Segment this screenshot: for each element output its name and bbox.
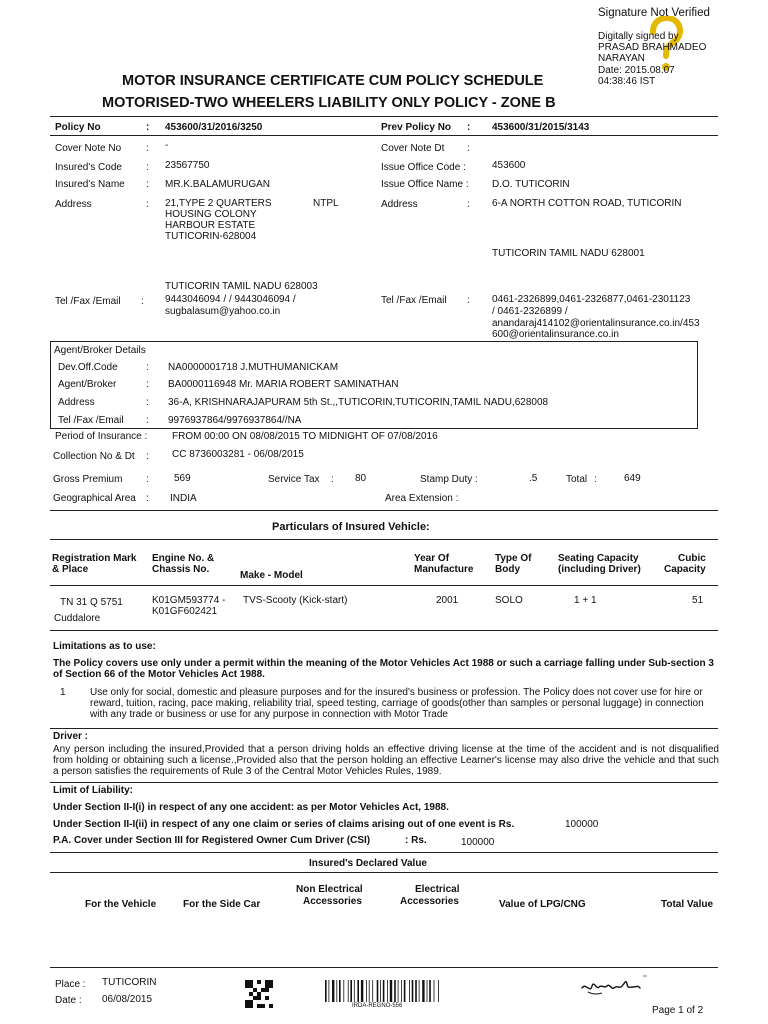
declared-col-total: Total Value xyxy=(661,899,714,910)
divider-footer xyxy=(50,967,718,968)
signature-status: Signature Not Verified xyxy=(598,7,710,19)
cover-note-dt-colon: : xyxy=(467,143,470,154)
prev-policy-label: Prev Policy No xyxy=(381,122,452,133)
qr-code-icon xyxy=(245,980,273,1008)
vehicle-engine-value: K01GM593774 - xyxy=(152,595,226,606)
signed-by-line3: NARAYAN xyxy=(598,53,645,64)
liability-line3-value: 100000 xyxy=(461,837,495,848)
col-header-year: Year Of xyxy=(414,553,450,564)
agent-address-value: 36-A, KRISHNARAJAPURAM 5th St.,,TUTICORIN,TUTICORIN,TAMIL NADU,628008 xyxy=(168,397,549,408)
office-tel-line1: 0461-2326899,0461-2326877,0461-2301123 xyxy=(492,294,691,305)
declared-heading: Insured's Declared Value xyxy=(309,858,427,869)
geo-area-colon: : xyxy=(146,493,149,504)
vehicle-cubic-value: 51 xyxy=(692,595,704,606)
office-tel-label: Tel /Fax /Email xyxy=(381,295,447,306)
divider-top xyxy=(50,116,718,117)
signed-by-line1: Digitally signed by xyxy=(598,31,679,42)
liability-line3: P.A. Cover under Section III for Registered Owner Cum Driver (CSI) xyxy=(53,835,371,846)
service-tax-colon: : xyxy=(331,474,334,485)
declared-col-nonelectrical: Non Electrical xyxy=(296,884,363,895)
divider-vehicle-top xyxy=(50,510,718,511)
address-line: TUTICORIN-628004 xyxy=(165,231,257,242)
issue-office-name-value: D.O. TUTICORIN xyxy=(492,179,570,190)
collection-colon: : xyxy=(146,451,149,462)
address-colon: : xyxy=(146,199,149,210)
divider-declared-heading xyxy=(50,872,718,873)
col-header-engine: Chassis No. xyxy=(152,564,210,575)
insured-name-colon: : xyxy=(146,179,149,190)
issue-office-code-label: Issue Office Code : xyxy=(381,162,466,173)
liability-line2-value: 100000 xyxy=(565,819,599,830)
limitations-paragraph: The Policy covers use only under a permit within the meaning of the Motor Vehicles Act 1988 or such a carriage falling under Sub-section 3 of Section 66 of the Motor Vehicles Act 1988. xyxy=(53,658,714,680)
agent-tel-value: 9976937864/9976937864//NA xyxy=(168,415,302,426)
office-address-line1: 6-A NORTH COTTON ROAD, TUTICORIN xyxy=(492,198,682,209)
tel-colon: : xyxy=(141,296,144,307)
signed-by-line2: PRASAD BRAHMADEO xyxy=(598,42,707,53)
driver-heading: Driver : xyxy=(53,731,89,742)
policy-no-colon: : xyxy=(146,122,150,133)
liability-line3-rs: : Rs. xyxy=(405,835,427,846)
office-address-label: Address xyxy=(381,199,418,210)
insured-tel-line2: sugbalasum@yahoo.co.in xyxy=(165,306,281,317)
office-tel-colon: : xyxy=(467,295,470,306)
declared-col-sidecar: For the Side Car xyxy=(183,899,261,910)
declared-col-nonelectrical: Accessories xyxy=(303,896,362,907)
agent-heading: Agent/Broker Details xyxy=(54,345,146,356)
vehicle-seating-value: 1 + 1 xyxy=(574,595,597,606)
total-label: Total xyxy=(566,474,588,485)
gross-premium-colon: : xyxy=(146,474,149,485)
cover-note-colon: : xyxy=(146,143,149,154)
liability-line1: Under Section II-I(i) in respect of any one accident: as per Motor Vehicles Act, 1988. xyxy=(53,802,449,813)
vehicle-make-value: TVS-Scooty (Kick-start) xyxy=(243,595,348,606)
col-header-type: Type Of xyxy=(495,553,532,564)
gross-premium-value: 569 xyxy=(174,473,191,484)
office-tel-line4: 600@orientalinsurance.co.in xyxy=(492,329,619,340)
insured-tel-line1: 9443046094 / / 9443046094 / xyxy=(165,294,296,305)
area-extension-label: Area Extension : xyxy=(385,493,459,504)
dev-off-code-colon: : xyxy=(146,362,149,373)
handwritten-signature-icon xyxy=(580,972,650,998)
agent-tel-colon: : xyxy=(146,415,149,426)
insured-city-line: TUTICORIN TAMIL NADU 628003 xyxy=(165,281,318,292)
service-tax-value: 80 xyxy=(355,473,367,484)
policy-no-value: 453600/31/2016/3250 xyxy=(165,122,263,133)
date-label: Date : xyxy=(55,995,82,1006)
barcode-caption: IRDA-REGNO-556 xyxy=(352,1003,403,1009)
agent-broker-value: BA0000116948 Mr. MARIA ROBERT SAMINATHAN xyxy=(168,379,399,390)
signature-date: Date: 2015.08.07 xyxy=(598,65,675,76)
limitations-heading: Limitations as to use: xyxy=(53,641,156,652)
declared-col-electrical: Electrical xyxy=(415,884,460,895)
declared-col-lpg: Value of LPG/CNG xyxy=(499,899,586,910)
col-header-seating: Seating Capacity xyxy=(558,553,639,564)
document-title: MOTOR INSURANCE CERTIFICATE CUM POLICY SCHEDULE xyxy=(122,73,544,89)
declared-col-vehicle: For the Vehicle xyxy=(85,899,157,910)
place-value: TUTICORIN xyxy=(102,977,157,988)
insured-code-value: 23567750 xyxy=(165,160,210,171)
vehicle-reg-value: TN 31 Q 5751 xyxy=(60,597,123,608)
col-header-year: Manufacture xyxy=(414,564,474,575)
agent-address-label: Address xyxy=(58,397,95,408)
address-line: 21,TYPE 2 QUARTERS xyxy=(165,198,272,209)
office-address-line2: TUTICORIN TAMIL NADU 628001 xyxy=(492,248,645,259)
divider-declared xyxy=(50,852,718,853)
prev-policy-colon: : xyxy=(467,122,471,133)
col-header-make: Make - Model xyxy=(240,570,303,581)
divider-vehicle-heading xyxy=(50,539,718,540)
page-number: Page 1 of 2 xyxy=(652,1005,704,1016)
insured-code-label: Insured's Code xyxy=(55,162,122,173)
liability-line2: Under Section II-I(ii) in respect of any one claim or series of claims arising out of one event is Rs. xyxy=(53,819,515,830)
col-header-registration: & Place xyxy=(52,564,89,575)
insured-name-value: MR.K.BALAMURUGAN xyxy=(165,179,271,190)
collection-label: Collection No & Dt xyxy=(53,451,135,462)
collection-value: CC 8736003281 - 06/08/2015 xyxy=(172,449,304,460)
office-tel-line3: anandaraj414102@orientalinsurance.co.in/453 xyxy=(492,318,700,329)
address-line: HARBOUR ESTATE xyxy=(165,220,256,231)
period-label: Period of Insurance : xyxy=(55,431,148,442)
agent-tel-label: Tel /Fax /Email xyxy=(58,415,124,426)
col-header-type: Body xyxy=(495,564,520,575)
vehicle-year-value: 2001 xyxy=(436,595,459,606)
total-colon: : xyxy=(594,474,597,485)
divider-limitations xyxy=(50,630,718,631)
divider-vehicle-header xyxy=(50,585,718,586)
limitations-item-number: 1 xyxy=(60,687,66,698)
col-header-cubic: Capacity xyxy=(664,564,706,575)
geo-area-label: Geographical Area xyxy=(53,493,136,504)
gross-premium-label: Gross Premium xyxy=(53,474,123,485)
barcode-icon xyxy=(325,980,440,1002)
vehicle-type-value: SOLO xyxy=(495,595,523,606)
dev-off-code-label: Dev.Off.Code xyxy=(58,362,118,373)
cover-note-label: Cover Note No xyxy=(55,143,122,154)
period-value: FROM 00:00 ON 08/08/2015 TO MIDNIGHT OF 07/08/2016 xyxy=(172,431,438,442)
address-label: Address xyxy=(55,199,92,210)
stamp-duty-label: Stamp Duty : xyxy=(420,474,478,485)
dev-off-code-value: NA0000001718 J.MUTHUMANICKAM xyxy=(168,362,339,373)
limitations-item-text: Use only for social, domestic and pleasure purposes and for the insured's business or profession. The Policy does not cover use for hire or reward, tuition, racing, pace making, reliability trial, speed testing, carriage of goods(other than samples or personal luggage) in connection with any trade or business or use for any purpose in connection with Motor Trade xyxy=(90,687,704,720)
col-header-cubic: Cubic xyxy=(678,553,706,564)
col-header-registration: Registration Mark xyxy=(52,553,137,564)
divider-liability xyxy=(50,782,718,783)
divider-driver xyxy=(50,728,718,729)
divider-policy xyxy=(50,135,718,136)
office-tel-line2: / 0461-2326899 / xyxy=(492,306,568,317)
liability-heading: Limit of Liability: xyxy=(53,785,133,796)
office-address-colon: : xyxy=(467,199,470,210)
document-subtitle: MOTORISED-TWO WHEELERS LIABILITY ONLY POLICY - ZONE B xyxy=(102,95,556,111)
vehicle-place-value: Cuddalore xyxy=(54,613,101,624)
prev-policy-value: 453600/31/2015/3143 xyxy=(492,122,590,133)
issue-office-code-value: 453600 xyxy=(492,160,526,171)
geo-area-value: INDIA xyxy=(170,493,197,504)
total-value: 649 xyxy=(624,473,641,484)
declared-col-electrical: Accessories xyxy=(400,896,459,907)
date-value: 06/08/2015 xyxy=(102,994,153,1005)
agent-address-colon: : xyxy=(146,397,149,408)
vehicle-heading: Particulars of Insured Vehicle: xyxy=(272,521,430,533)
ntpl-label: NTPL xyxy=(313,198,339,209)
agent-broker-label: Agent/Broker xyxy=(58,379,117,390)
policy-no-label: Policy No xyxy=(55,122,101,133)
stamp-duty-value: .5 xyxy=(529,473,538,484)
col-header-seating: (including Driver) xyxy=(558,564,641,575)
address-line: HOUSING COLONY xyxy=(165,209,257,220)
agent-broker-colon: : xyxy=(146,379,149,390)
insured-code-colon: : xyxy=(146,162,149,173)
col-header-engine: Engine No. & xyxy=(152,553,215,564)
signature-time: 04:38:46 IST xyxy=(598,76,656,87)
place-label: Place : xyxy=(55,979,86,990)
insured-name-label: Insured's Name xyxy=(55,179,125,190)
tel-label: Tel /Fax /Email xyxy=(55,296,121,307)
driver-text: Any person including the insured,Provided that a person driving holds an effective driving license at the time of the accident and is not disqualified from holding or obtaining such a license.,Provided also that the person holding an effective Learner's license may also drive the vehicle and that such a person satisfies the requirements of Rule 3 of the Central Motor Vehicles Rules, 1989. xyxy=(53,744,719,777)
vehicle-chassis-value: K01GF602421 xyxy=(152,606,218,617)
service-tax-label: Service Tax xyxy=(268,474,320,485)
issue-office-name-label: Issue Office Name : xyxy=(381,179,469,190)
cover-note-value: - xyxy=(165,140,169,151)
cover-note-dt-label: Cover Note Dt xyxy=(381,143,445,154)
